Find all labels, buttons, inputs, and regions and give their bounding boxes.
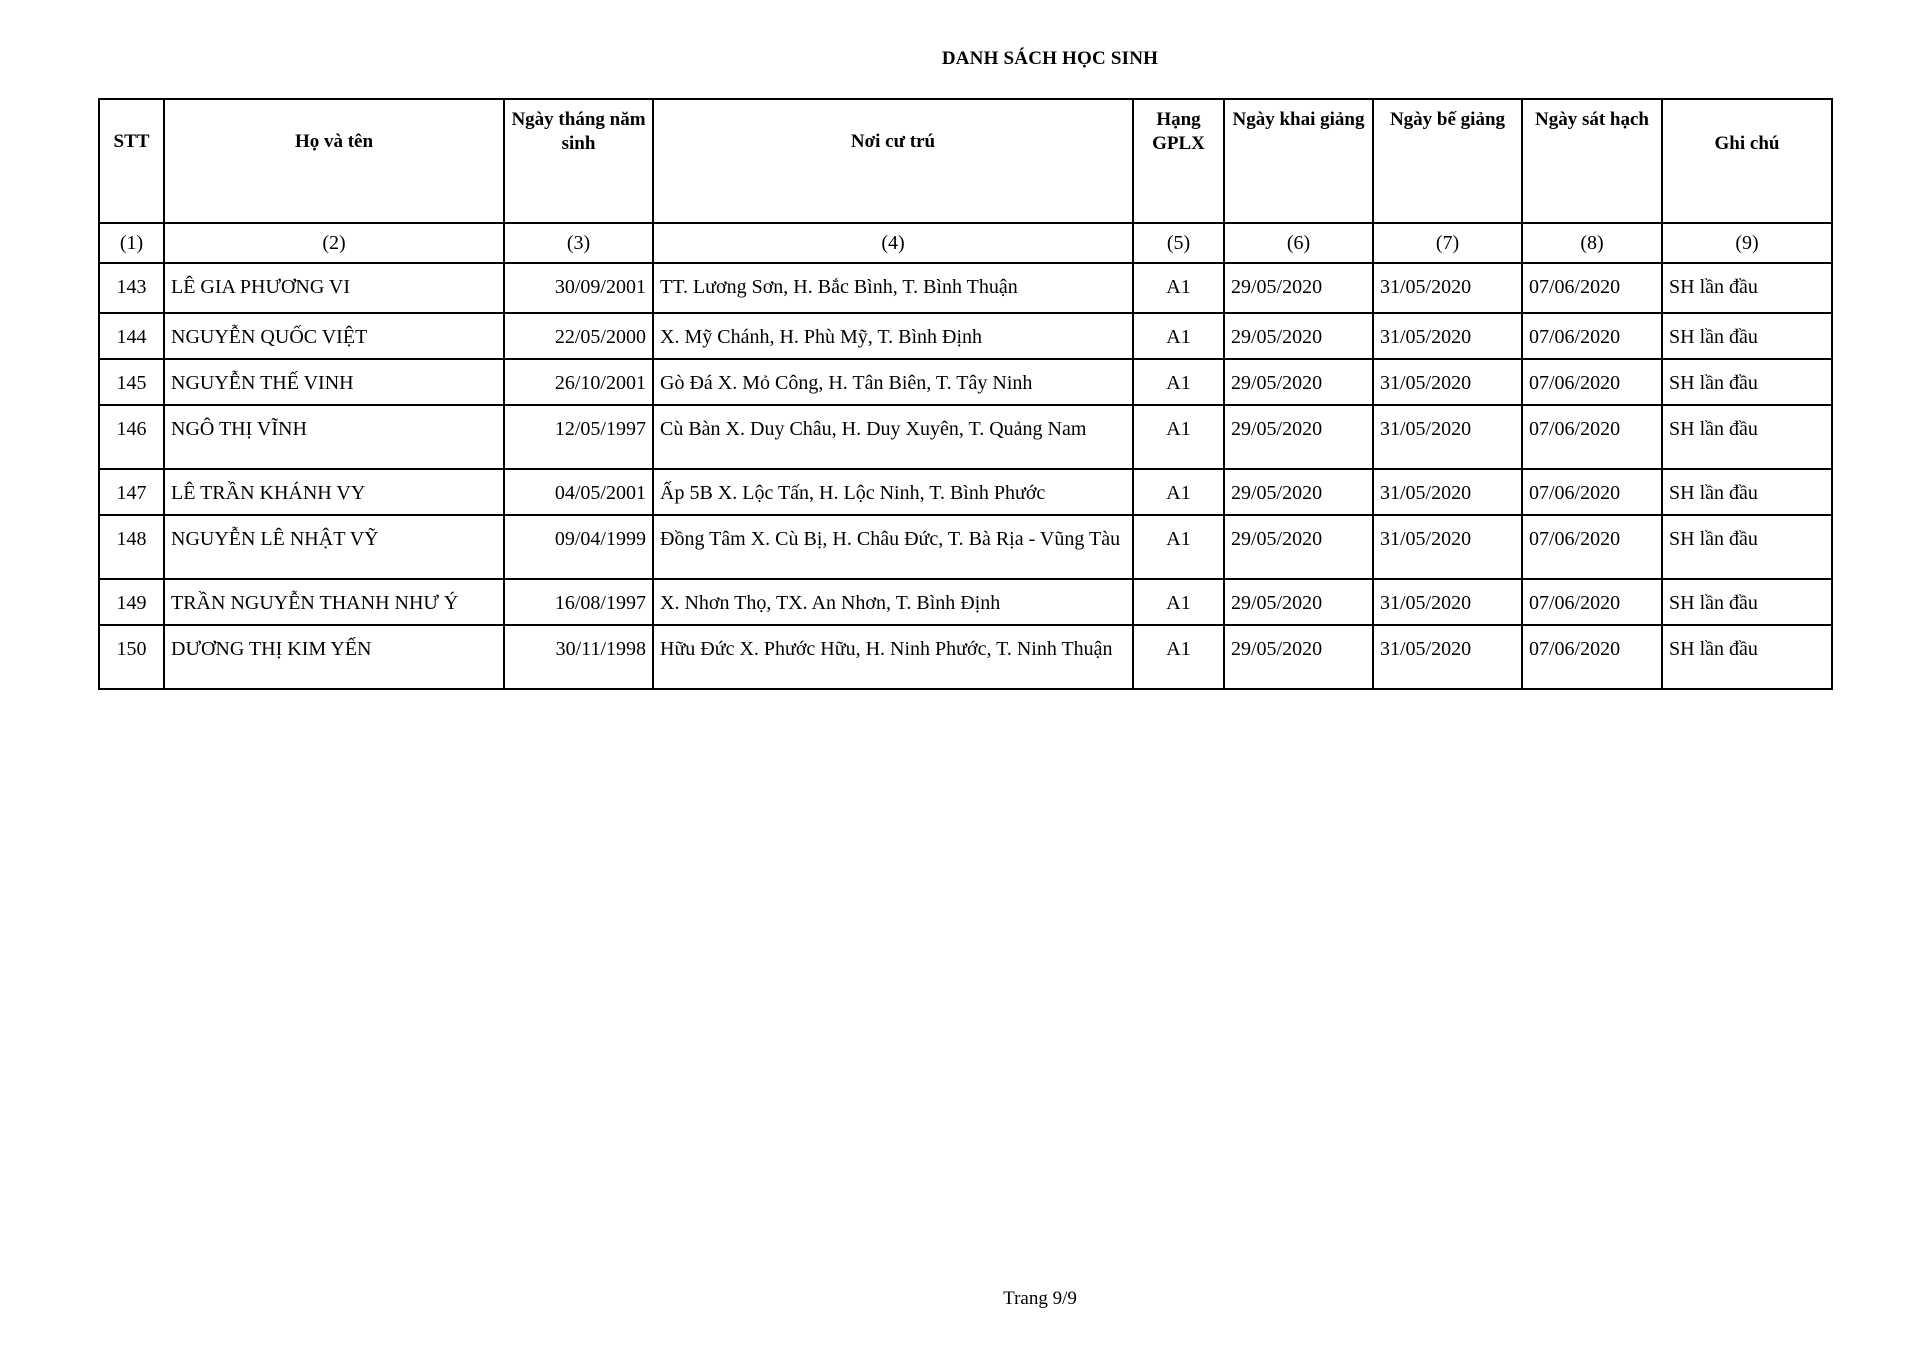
header-address: Nơi cư trú — [653, 99, 1133, 223]
cell-stt: 147 — [99, 469, 164, 515]
cell-exam-date: 07/06/2020 — [1522, 359, 1662, 405]
cell-address: TT. Lương Sơn, H. Bắc Bình, T. Bình Thuận — [653, 263, 1133, 313]
cell-exam-date: 07/06/2020 — [1522, 405, 1662, 469]
header-stt: STT — [99, 99, 164, 223]
document-title: DANH SÁCH HỌC SINH — [941, 48, 1159, 69]
cell-start-date: 29/05/2020 — [1224, 405, 1373, 469]
cell-license-class: A1 — [1133, 263, 1224, 313]
cell-name: NGUYỄN LÊ NHẬT VỸ — [164, 515, 504, 579]
cell-license-class: A1 — [1133, 515, 1224, 579]
table-row — [99, 359, 1832, 405]
cell-license-class: A1 — [1133, 469, 1224, 515]
cell-address: Đồng Tâm X. Cù Bị, H. Châu Đức, T. Bà Rịa - Vũng Tàu — [653, 515, 1133, 579]
column-number: (2) — [164, 223, 504, 263]
column-number: (5) — [1133, 223, 1224, 263]
table-row — [99, 313, 1832, 359]
cell-dob: 12/05/1997 — [504, 405, 653, 469]
cell-address: X. Nhơn Thọ, TX. An Nhơn, T. Bình Định — [653, 579, 1133, 625]
table-row — [99, 469, 1832, 515]
cell-name: DƯƠNG THỊ KIM YẾN — [164, 625, 504, 689]
cell-dob: 26/10/2001 — [504, 359, 653, 405]
cell-note: SH lần đầu — [1662, 625, 1832, 689]
cell-stt: 149 — [99, 579, 164, 625]
cell-note: SH lần đầu — [1662, 263, 1832, 313]
column-number: (8) — [1522, 223, 1662, 263]
table-row — [99, 579, 1832, 625]
column-number: (7) — [1373, 223, 1522, 263]
cell-address: Hữu Đức X. Phước Hữu, H. Ninh Phước, T. Ninh Thuận — [653, 625, 1133, 689]
cell-start-date: 29/05/2020 — [1224, 263, 1373, 313]
column-number: (3) — [504, 223, 653, 263]
cell-end-date: 31/05/2020 — [1373, 579, 1522, 625]
cell-start-date: 29/05/2020 — [1224, 313, 1373, 359]
cell-dob: 30/11/1998 — [504, 625, 653, 689]
header-start-date: Ngày khai giảng — [1224, 99, 1373, 223]
cell-license-class: A1 — [1133, 359, 1224, 405]
cell-dob: 16/08/1997 — [504, 579, 653, 625]
cell-stt: 143 — [99, 263, 164, 313]
cell-stt: 144 — [99, 313, 164, 359]
cell-dob: 30/09/2001 — [504, 263, 653, 313]
cell-name: NGUYỄN THẾ VINH — [164, 359, 504, 405]
cell-stt: 145 — [99, 359, 164, 405]
cell-dob: 09/04/1999 — [504, 515, 653, 579]
table-row — [99, 263, 1832, 313]
cell-name: NGUYỄN QUỐC VIỆT — [164, 313, 504, 359]
cell-dob: 22/05/2000 — [504, 313, 653, 359]
cell-exam-date: 07/06/2020 — [1522, 313, 1662, 359]
column-number: (6) — [1224, 223, 1373, 263]
cell-exam-date: 07/06/2020 — [1522, 515, 1662, 579]
column-number: (9) — [1662, 223, 1832, 263]
cell-exam-date: 07/06/2020 — [1522, 625, 1662, 689]
header-exam-date: Ngày sát hạch — [1522, 99, 1662, 223]
cell-end-date: 31/05/2020 — [1373, 515, 1522, 579]
cell-name: NGÔ THỊ VĨNH — [164, 405, 504, 469]
cell-note: SH lần đầu — [1662, 359, 1832, 405]
column-number: (4) — [653, 223, 1133, 263]
cell-start-date: 29/05/2020 — [1224, 625, 1373, 689]
table-body — [99, 263, 1832, 689]
cell-license-class: A1 — [1133, 579, 1224, 625]
header-dob: Ngày tháng năm sinh — [504, 99, 653, 223]
cell-exam-date: 07/06/2020 — [1522, 579, 1662, 625]
cell-stt: 148 — [99, 515, 164, 579]
column-number: (1) — [99, 223, 164, 263]
cell-note: SH lần đầu — [1662, 579, 1832, 625]
cell-end-date: 31/05/2020 — [1373, 263, 1522, 313]
table-row — [99, 515, 1832, 579]
header-license-class: Hạng GPLX — [1133, 99, 1224, 223]
cell-note: SH lần đầu — [1662, 469, 1832, 515]
cell-start-date: 29/05/2020 — [1224, 579, 1373, 625]
cell-dob: 04/05/2001 — [504, 469, 653, 515]
cell-stt: 150 — [99, 625, 164, 689]
cell-end-date: 31/05/2020 — [1373, 469, 1522, 515]
cell-stt: 146 — [99, 405, 164, 469]
cell-start-date: 29/05/2020 — [1224, 359, 1373, 405]
cell-note: SH lần đầu — [1662, 405, 1832, 469]
cell-address: Cù Bàn X. Duy Châu, H. Duy Xuyên, T. Quảng Nam — [653, 405, 1133, 469]
column-number-row — [99, 223, 1832, 263]
cell-exam-date: 07/06/2020 — [1522, 469, 1662, 515]
cell-name: LÊ TRẦN KHÁNH VY — [164, 469, 504, 515]
cell-name: LÊ GIA PHƯƠNG VI — [164, 263, 504, 313]
cell-name: TRẦN NGUYỄN THANH NHƯ Ý — [164, 579, 504, 625]
cell-note: SH lần đầu — [1662, 515, 1832, 579]
cell-start-date: 29/05/2020 — [1224, 469, 1373, 515]
cell-address: Ấp 5B X. Lộc Tấn, H. Lộc Ninh, T. Bình Phước — [653, 469, 1133, 515]
header-end-date: Ngày bế giảng — [1373, 99, 1522, 223]
table-row — [99, 405, 1832, 469]
student-table — [98, 98, 1833, 690]
cell-end-date: 31/05/2020 — [1373, 313, 1522, 359]
cell-license-class: A1 — [1133, 625, 1224, 689]
page-number: Trang 9/9 — [1003, 1288, 1077, 1309]
cell-license-class: A1 — [1133, 405, 1224, 469]
header-name: Họ và tên — [164, 99, 504, 223]
header-note: Ghi chú — [1662, 99, 1832, 223]
cell-address: X. Mỹ Chánh, H. Phù Mỹ, T. Bình Định — [653, 313, 1133, 359]
table-row — [99, 625, 1832, 689]
cell-exam-date: 07/06/2020 — [1522, 263, 1662, 313]
cell-note: SH lần đầu — [1662, 313, 1832, 359]
header-row — [99, 99, 1832, 223]
cell-end-date: 31/05/2020 — [1373, 625, 1522, 689]
cell-license-class: A1 — [1133, 313, 1224, 359]
cell-end-date: 31/05/2020 — [1373, 359, 1522, 405]
cell-end-date: 31/05/2020 — [1373, 405, 1522, 469]
cell-address: Gò Đá X. Mỏ Công, H. Tân Biên, T. Tây Ninh — [653, 359, 1133, 405]
cell-start-date: 29/05/2020 — [1224, 515, 1373, 579]
